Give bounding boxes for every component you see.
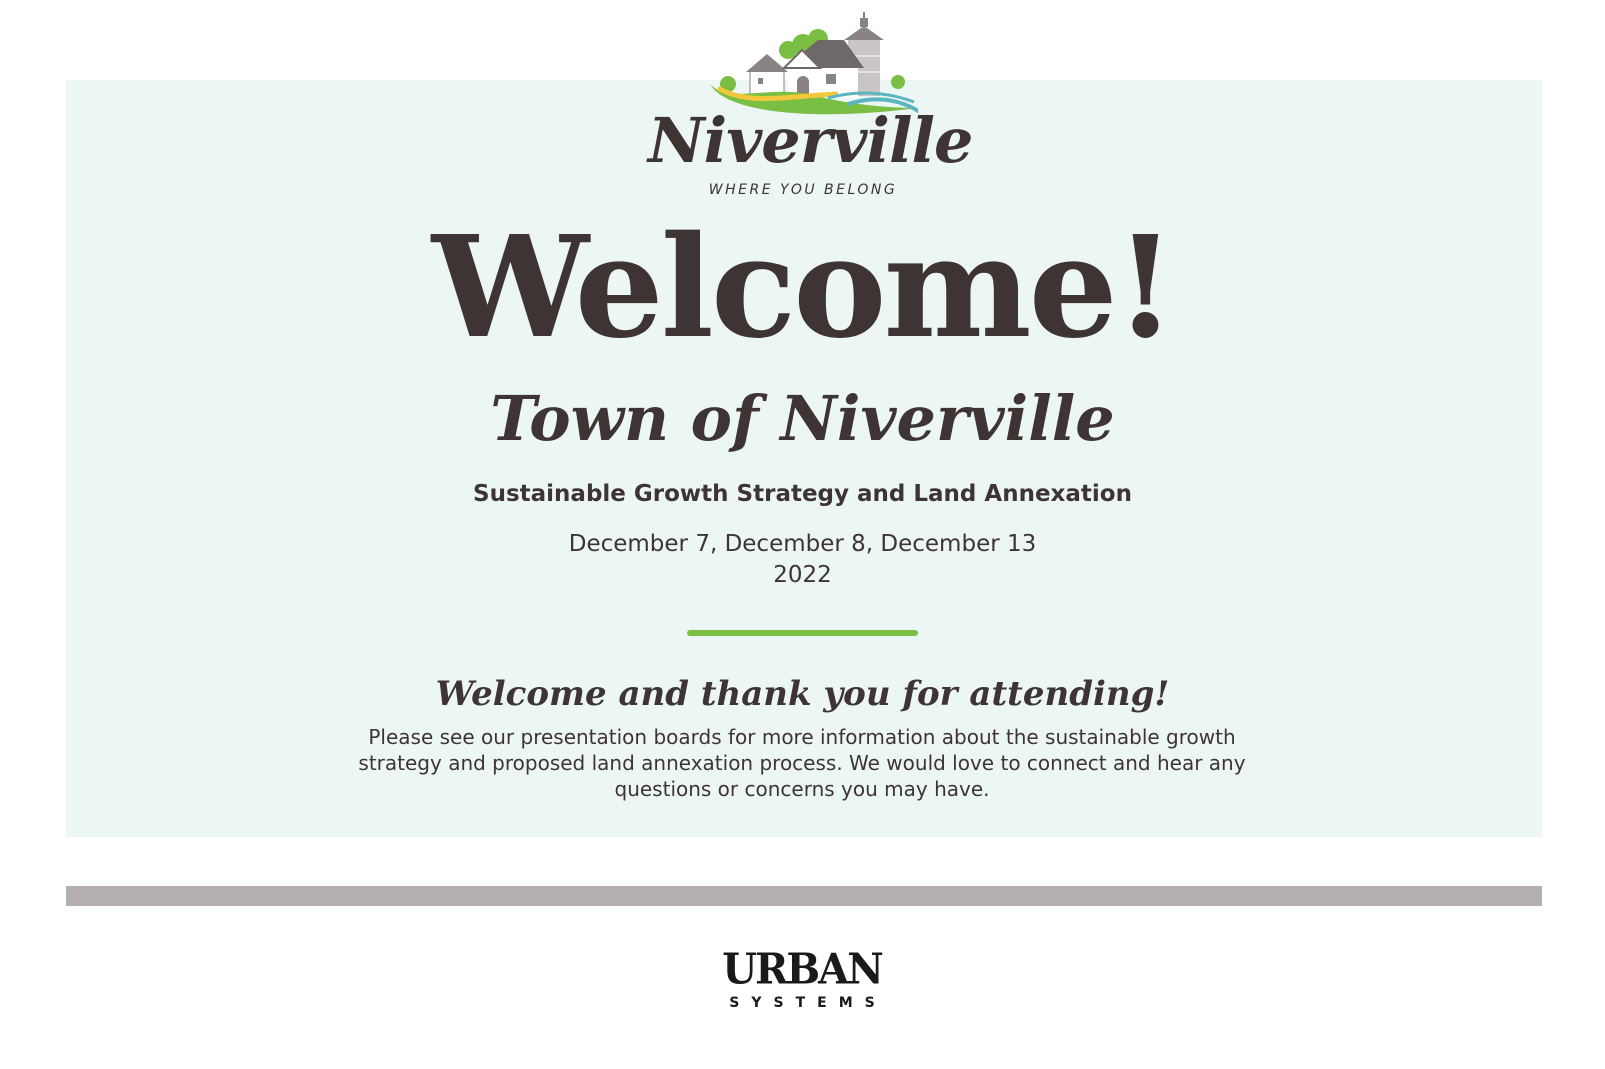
logo-wordmark: Niverville bbox=[648, 104, 973, 177]
dates-year: 2022 bbox=[773, 562, 832, 588]
dates-line: December 7, December 8, December 13 bbox=[568, 531, 1037, 557]
urban-wordmark: URBAN bbox=[722, 944, 882, 995]
niverville-logo bbox=[648, 12, 973, 202]
thanks-body: Please see our presentation boards for more information about the sustainable growth strategy and proposed land annexation process. We would love to connect and hear any questions or concerns you may have. bbox=[358, 725, 1246, 801]
footer-divider-bar bbox=[66, 886, 1542, 906]
logo-tagline: WHERE YOU BELONG bbox=[708, 182, 898, 198]
project-title: Sustainable Growth Strategy and Land Annexation bbox=[473, 481, 1132, 507]
event-dates bbox=[0, 529, 1605, 591]
green-divider bbox=[687, 630, 918, 636]
systems-wordmark: SYSTEMS bbox=[729, 995, 887, 1011]
thanks-heading: Welcome and thank you for attending! bbox=[435, 674, 1170, 714]
town-title: Town of Niverville bbox=[490, 382, 1115, 455]
welcome-heading: Welcome! bbox=[431, 206, 1174, 370]
urban-systems-logo bbox=[702, 944, 902, 1020]
